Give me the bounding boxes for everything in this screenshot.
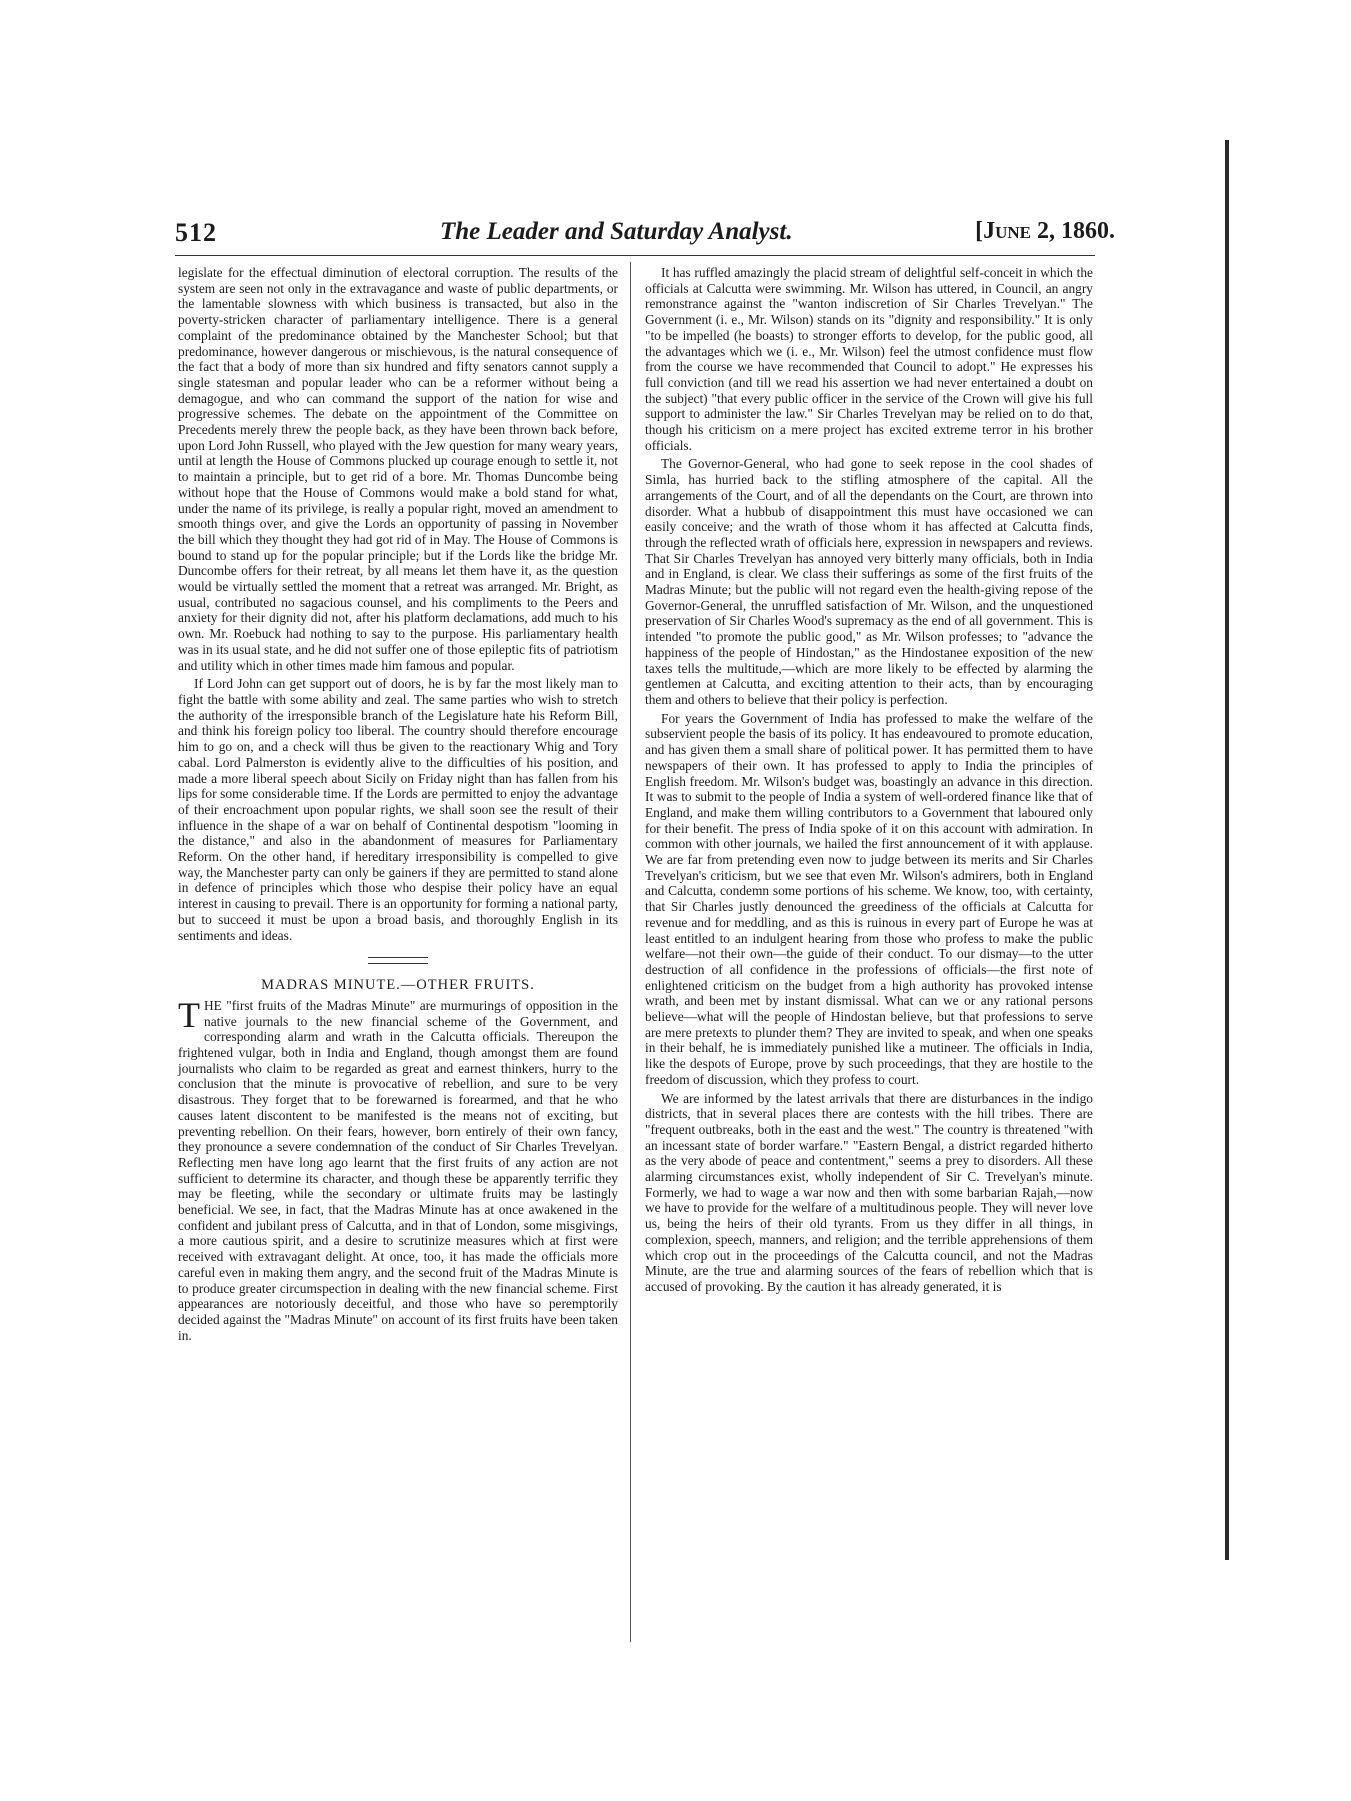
section-paragraph [178, 994, 618, 1343]
scan-edge-mark [1225, 140, 1229, 1560]
article-paragraph: We are informed by the latest arrivals that there are disturbances in the indigo districts, that in several places there are contests with the hill tribes. There are "frequent outbreaks, both in the east and the west." The country is threatened "with an incessant state of border warfare." "Eastern Bengal, a district regarded hitherto as the very abode of peace and contentment," seems a prey to disorders. All these alarming circumstances exist, wholly independent of Sir C. Trevelyan's minute. Formerly, we had to wage a war now and then with some barbarian Rajah,—now we have to provide for the welfare of a multitudinous people. They will never love us, being the heirs of their old tyrants. From us they differ in all things, in complexion, speech, manners, and religion; and the terrible apprehensions of them which crop out in the proceedings of the Calcutta council, and not the Madras Minute, are the true and alarming sources of the fears of rebellion which that is accused of provoking. By the caution it has already generated, it is [645, 1090, 1093, 1294]
header-rule [175, 255, 1095, 256]
article-paragraph: legislate for the effectual diminution of electoral corruption. The results of the system are seen not only in the extravagance and waste of public departments, or the lamentable slowness with which business is transacted, but also in the poverty-stricken character of parliamentary intelligence. There is a general complaint of the predominance obtained by the Manchester School; but that predominance, however dangerous or mischievous, is the natural consequence of the fact that a body of more than six hundred and fifty senators cannot supply a single statesman and popular leader who can be a reformer without being a demagogue, and who can command the support of the nation for wise and progressive schemes. The debate on the appointment of the Committee on Precedents merely threw the people back, as they have been thrown back before, upon Lord John Russell, who played with the Jew question for many weary years, until at length the House of Commons plucked up courage enough to settle it, not to maintain a principle, but to get rid of a bore. Mr. Thomas Duncombe being without hope that the House of Commons would make a bold stand for what, under the name of its privilege, is really a popular right, moved an amendment to smooth things over, and give the Lords an opportunity of passing in November the bill which they thought they had got rid of in May. The House of Commons is bound to stand up for the popular principle; but if the Lords like the bridge Mr. Duncombe offers for their retreat, by all means let them have it, as the question would be virtually settled the moment that a retreat was arranged. Mr. Bright, as usual, contributed no sagacious counsel, and his compliments to the Peers and anxiety for their dignity did not, after his platform declamations, add much to his own. Mr. Roebuck had nothing to say to the purpose. His parliamentary health was in its usual state, and he did not suffer one of those epileptic fits of patriotism and utility which in other times made him famous and popular. [178, 265, 618, 673]
right-column [645, 265, 1093, 1298]
column-divider [630, 262, 631, 1642]
issue-date: [June 2, 1860. [975, 218, 1115, 244]
section-separator [368, 957, 428, 964]
article-paragraph: For years the Government of India has professed to make the welfare of the subservient people the basis of its policy. It has endeavoured to promote education, and has given them a small share of political power. It has permitted them to have newspapers of their own. It has professed to apply to India the principles of English freedom. Mr. Wilson's budget was, boastingly an advance in this direction. It was to submit to the people of India a system of well-ordered finance like that of England, and make them willing contributors to a Government that laboured only for their benefit. The press of India spoke of it on this account with admiration. In common with other journals, we hailed the first announcement of it with applause. We are far from pretending even now to judge between its merits and Sir Charles Trevelyan's criticism, but we see that even Mr. Wilson's admirers, both in England and Calcutta, condemn some portions of his scheme. We know, too, with certainty, that Sir Charles justly denounced the greediness of the officials at Calcutta for revenue and for meddling, and as this is ruinous in every part of Europe he was at least entitled to an indulgent hearing from those who profess to make the public welfare—not their own—the guide of their conduct. To our dismay—to the utter destruction of all confidence in the professions of officials—the first note of enlightened criticism on the budget from a high authority has provoked intense wrath, and been met by instant dismissal. What can we or any rational persons believe—what will the people of Hindostan believe, but that professions to serve are mere pretexts to plunder them? They are invited to speak, and when one speaks in their behalf, he is immediately punished like a mutineer. The officials in India, like the despots of Europe, prove by such proceedings, that they are hostile to the freedom of discussion, which they profess to court. [645, 710, 1093, 1087]
section-paragraph-text: HE "first fruits of the Madras Minute" are murmurings of opposition in the native journals to the new financial scheme of the Government, and corresponding alarm and wrath in the Calcutta officials. Thereupon the frightened vulgar, both in India and England, though amongst them are found journalists who claim to be regarded as great and earnest thinkers, hurry to the conclusion that the minute is provocative of rebellion, and sure to be very disastrous. They forget that to be forewarned is forearmed, and that he who causes latent discontent to be manifested is the means not of exciting, but preventing rebellion. On their fears, however, born entirely of their own fancy, they pronounce a severe condemnation of the conduct of Sir Charles Trevelyan. Reflecting men have long ago learnt that the first fruits of any action are not sufficient to determine its character, and though these be apparently terrific they may be fleeting, while the secondary or ultimate fruits may be lastingly beneficial. We see, in fact, that the Madras Minute has at once awakened in the confident and jubilant press of Calcutta, and in that of London, some misgivings, a more cautious spirit, and a desire to scrutinize measures which at first were received with extravagant delight. At once, too, it has made the officials more careful even in making them angry, and the second fruit of the Madras Minute is to produce greater circumspection in dealing with the new financial scheme. First appearances are notoriously deceitful, and those who have so peremptorily decided against the "Madras Minute" on account of its first fruits have been taken in. [178, 997, 618, 1343]
page-header [175, 214, 1115, 250]
journal-title: The Leader and Saturday Analyst. [440, 218, 793, 245]
article-paragraph: The Governor-General, who had gone to seek repose in the cool shades of Simla, has hurried back to the stifling atmosphere of the capital. All the arrangements of the Court, and of all the dependants on the Court, are thrown into disorder. What a hubbub of disappointment this must have occasioned we can easily conceive; and the wrath of those whom it has affected at Calcutta finds, through the reflected wrath of officials here, expression in newspapers and reviews. That Sir Charles Trevelyan has annoyed very bitterly many officials, both in India and in England, is clear. We class their sufferings as some of the first fruits of the Madras Minute; but the public will not regard even the health-giving repose of the Governor-General, the unruffled satisfaction of Mr. Wilson, and the unquestioned preservation of Sir Charles Wood's supremacy as the end of all government. This is intended "to promote the public good," as Mr. Wilson professes; to "advance the happiness of the people of Hindostan," as the Hindostanee exposition of the new taxes tells the multitude,—which are more likely to be effected by alarming the gentlemen at Calcutta, and exciting attention to their acts, than by encouraging them and others to believe that their policy is perfection. [645, 456, 1093, 707]
article-paragraph: If Lord John can get support out of doors, he is by far the most likely man to fight the battle with some ability and zeal. The same parties who wish to stretch the authority of the irresponsible branch of the Legislature hate his Reform Bill, and think his foreign policy too liberal. The country should therefore encourage him to go on, and a check will thus be given to the reactionary Whig and Tory cabal. Lord Palmerston is evidently alive to the difficulties of his position, and made a more liberal speech about Sicily on Friday night than has fallen from his lips for some considerable time. If the Lords are permitted to enjoy the advantage of their encroachment upon popular rights, we shall soon see the result of their influence in the shape of a war on behalf of Continental despotism "looming in the distance," and also in the abandonment of measures for Parliamentary Reform. On the other hand, if hereditary irresponsibility is compelled to give way, the Manchester party can only be gainers if they are permitted to stand alone in defence of principles which those who despise their policy have an equal interest in causing to prevail. There is an opportunity for forming a national party, but to succeed it must be upon a broad basis, and thoroughly English in its sentiments and ideas. [178, 676, 618, 943]
article-paragraph: It has ruffled amazingly the placid stream of delightful self-conceit in which the officials at Calcutta were swimming. Mr. Wilson has uttered, in Council, an angry remonstrance against the "wanton indiscretion of Sir Charles Trevelyan." The Government (i. e., Mr. Wilson) stands on its "dignity and responsibility." It is only "to be impelled (he boasts) to stronger efforts to develop, for the public good, all the advantages which we (i. e., Mr. Wilson) feel the utmost confidence must flow from the course we have recommended that Council to adopt." He expresses his full conviction (and till we read his assertion we had never entertained a doubt on the subject) "that every public officer in the service of the Crown will give his full support to administer the law." Sir Charles Trevelyan may be relied on to do that, though his criticism on a mere project has excited extreme terror in his brother officials. [645, 265, 1093, 453]
left-column [178, 265, 618, 1346]
page-number: 512 [175, 218, 217, 247]
section-heading: MADRAS MINUTE.—OTHER FRUITS. [261, 977, 535, 994]
drop-cap: T [178, 994, 200, 1035]
